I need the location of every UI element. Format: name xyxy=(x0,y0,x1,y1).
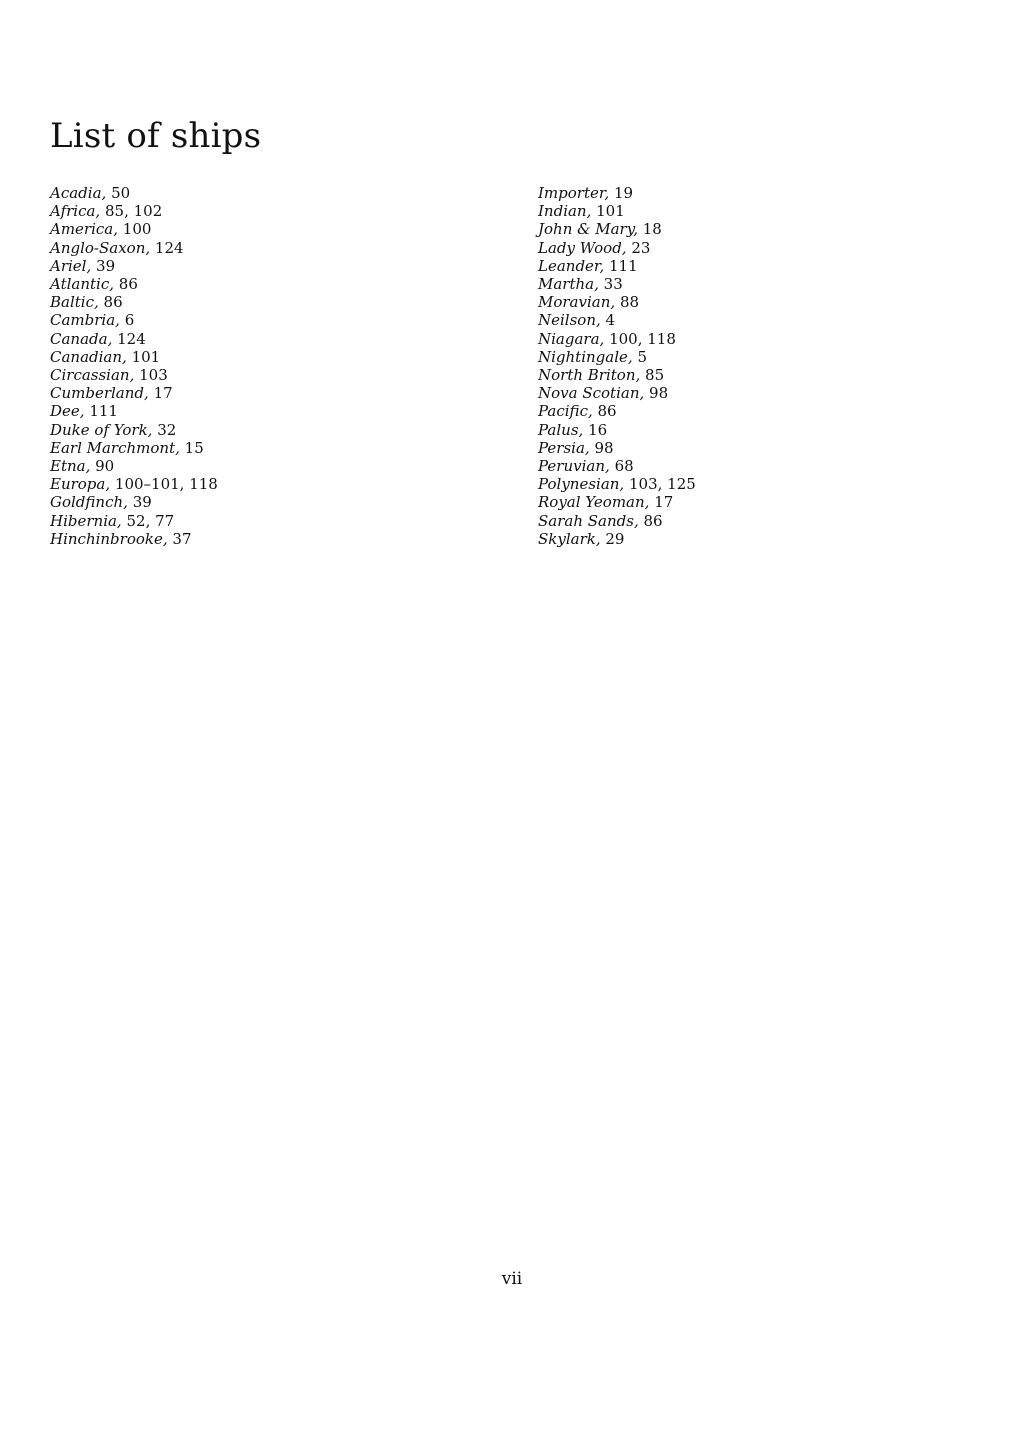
ship-name: Canadian, xyxy=(50,347,127,366)
ship-entry xyxy=(538,421,696,439)
ship-entry xyxy=(538,348,696,366)
ship-entry xyxy=(538,475,696,493)
ship-entry xyxy=(50,457,218,475)
page-references: 86 xyxy=(597,402,617,421)
ship-entry xyxy=(50,475,218,493)
ship-entry xyxy=(538,493,696,511)
page-references: 23 xyxy=(631,238,651,257)
page-references: 100–101, 118 xyxy=(114,475,218,494)
page-references: 124 xyxy=(117,329,146,348)
ship-name: Persia, xyxy=(538,438,590,457)
page-references: 18 xyxy=(642,220,662,239)
ship-name: Sarah Sands, xyxy=(538,511,639,530)
ship-name: Royal Yeoman, xyxy=(538,493,650,512)
ship-name: Hibernia, xyxy=(50,511,122,530)
ship-entry xyxy=(538,530,696,548)
page-references: 68 xyxy=(614,457,634,476)
page-references: 39 xyxy=(96,256,116,275)
ship-name: Skylark, xyxy=(538,529,601,548)
page-references: 16 xyxy=(588,420,608,439)
page-references: 39 xyxy=(132,493,152,512)
ship-name: Atlantic, xyxy=(50,275,114,294)
ship-entry xyxy=(50,184,218,202)
ship-name: Acadia, xyxy=(50,184,107,202)
page-references: 85, 102 xyxy=(104,202,163,221)
page-references: 86 xyxy=(103,293,123,312)
ship-name: Polynesian, xyxy=(538,475,625,494)
page-references: 29 xyxy=(605,529,625,548)
page-references: 111 xyxy=(609,256,638,275)
page-references: 5 xyxy=(637,347,647,366)
page-references: 101 xyxy=(131,347,161,366)
page-references: 100, 118 xyxy=(609,329,676,348)
ship-name: Nova Scotian, xyxy=(538,384,645,403)
ship-entry xyxy=(538,439,696,457)
ship-entry xyxy=(50,421,218,439)
ship-name: Europa, xyxy=(50,475,111,494)
page-references: 19 xyxy=(613,184,634,202)
page-references: 86 xyxy=(118,275,138,294)
ship-name: Cumberland, xyxy=(50,384,149,403)
ship-name: Africa, xyxy=(50,202,101,221)
page-references: 90 xyxy=(95,457,115,476)
page-references: 33 xyxy=(603,275,623,294)
ship-entry xyxy=(538,402,696,420)
page-references: 101 xyxy=(596,202,625,221)
ship-entry xyxy=(538,512,696,530)
ship-name: Ariel, xyxy=(50,256,92,275)
ship-entry xyxy=(50,384,218,402)
ship-name: Indian, xyxy=(538,202,592,221)
page-references: 85 xyxy=(645,366,665,385)
ship-entry xyxy=(50,348,218,366)
page-references: 17 xyxy=(654,493,674,512)
ship-name: Earl Marchmont, xyxy=(50,438,180,457)
ship-entry xyxy=(50,366,218,384)
ship-name: Neilson, xyxy=(538,311,601,330)
ship-name: Nightingale, xyxy=(538,347,633,366)
ship-name: Importer, xyxy=(538,184,610,202)
ship-name: Martha, xyxy=(538,275,599,294)
ship-entry xyxy=(50,239,218,257)
page-references: 4 xyxy=(605,311,616,330)
ship-name: Pacific, xyxy=(538,402,593,421)
ship-entry xyxy=(538,457,696,475)
ship-entry xyxy=(50,275,218,293)
page-references: 98 xyxy=(594,438,614,457)
ship-entry xyxy=(50,493,218,511)
ship-entry xyxy=(538,311,696,329)
ship-entry xyxy=(50,512,218,530)
ship-name: Hinchinbrooke, xyxy=(50,529,168,548)
page-references: 86 xyxy=(643,511,663,530)
page-title: List of ships xyxy=(50,116,262,156)
ship-name: Palus, xyxy=(538,420,584,439)
page-references: 52, 77 xyxy=(126,511,175,530)
ship-name: Anglo-Saxon, xyxy=(50,238,151,257)
page-references: 124 xyxy=(154,238,184,257)
ship-name: Moravian, xyxy=(538,293,616,312)
page-references: 6 xyxy=(124,311,135,330)
ship-entry xyxy=(538,330,696,348)
ship-name: Niagara, xyxy=(538,329,605,348)
ship-name: Dee, xyxy=(50,402,85,421)
ship-entry xyxy=(50,257,218,275)
page-references: 17 xyxy=(153,384,173,403)
ship-name: North Briton, xyxy=(538,366,641,385)
ship-entry xyxy=(538,184,696,202)
page-references: 98 xyxy=(649,384,669,403)
page-references: 111 xyxy=(89,402,118,421)
ship-entry xyxy=(50,330,218,348)
page-references: 32 xyxy=(157,420,177,439)
ship-name: Circassian, xyxy=(50,366,135,385)
ship-entry xyxy=(50,439,218,457)
ship-entry xyxy=(538,239,696,257)
ship-name: America, xyxy=(50,220,119,239)
page-references: 88 xyxy=(619,293,640,312)
ship-entry xyxy=(538,366,696,384)
page-number: vii xyxy=(501,1269,523,1289)
ship-name: John & Mary, xyxy=(538,220,638,239)
ship-entry xyxy=(538,202,696,220)
page-references: 103 xyxy=(139,366,168,385)
ship-name: Goldfinch, xyxy=(50,493,128,512)
ship-list-left-column xyxy=(50,184,218,548)
ship-name: Etna, xyxy=(50,457,91,476)
page-references: 37 xyxy=(172,529,192,548)
ship-name: Baltic, xyxy=(50,293,99,312)
page-references: 15 xyxy=(184,438,204,457)
ship-name: Peruvian, xyxy=(538,457,610,476)
ship-entry xyxy=(50,220,218,238)
ship-name: Cambria, xyxy=(50,311,120,330)
ship-entry xyxy=(50,293,218,311)
page-references: 50 xyxy=(111,184,131,202)
ship-entry xyxy=(50,311,218,329)
ship-list-right-column xyxy=(538,184,696,548)
ship-entry xyxy=(538,275,696,293)
ship-name: Canada, xyxy=(50,329,113,348)
ship-entry xyxy=(50,402,218,420)
ship-entry xyxy=(538,257,696,275)
ship-name: Duke of York, xyxy=(50,420,153,439)
ship-name: Leander, xyxy=(538,256,605,275)
ship-entry xyxy=(538,384,696,402)
ship-name: Lady Wood, xyxy=(538,238,627,257)
page-references: 100 xyxy=(122,220,152,239)
ship-entry xyxy=(50,202,218,220)
ship-entry xyxy=(538,293,696,311)
ship-entry xyxy=(538,220,696,238)
ship-entry xyxy=(50,530,218,548)
page-references: 103, 125 xyxy=(628,475,696,494)
